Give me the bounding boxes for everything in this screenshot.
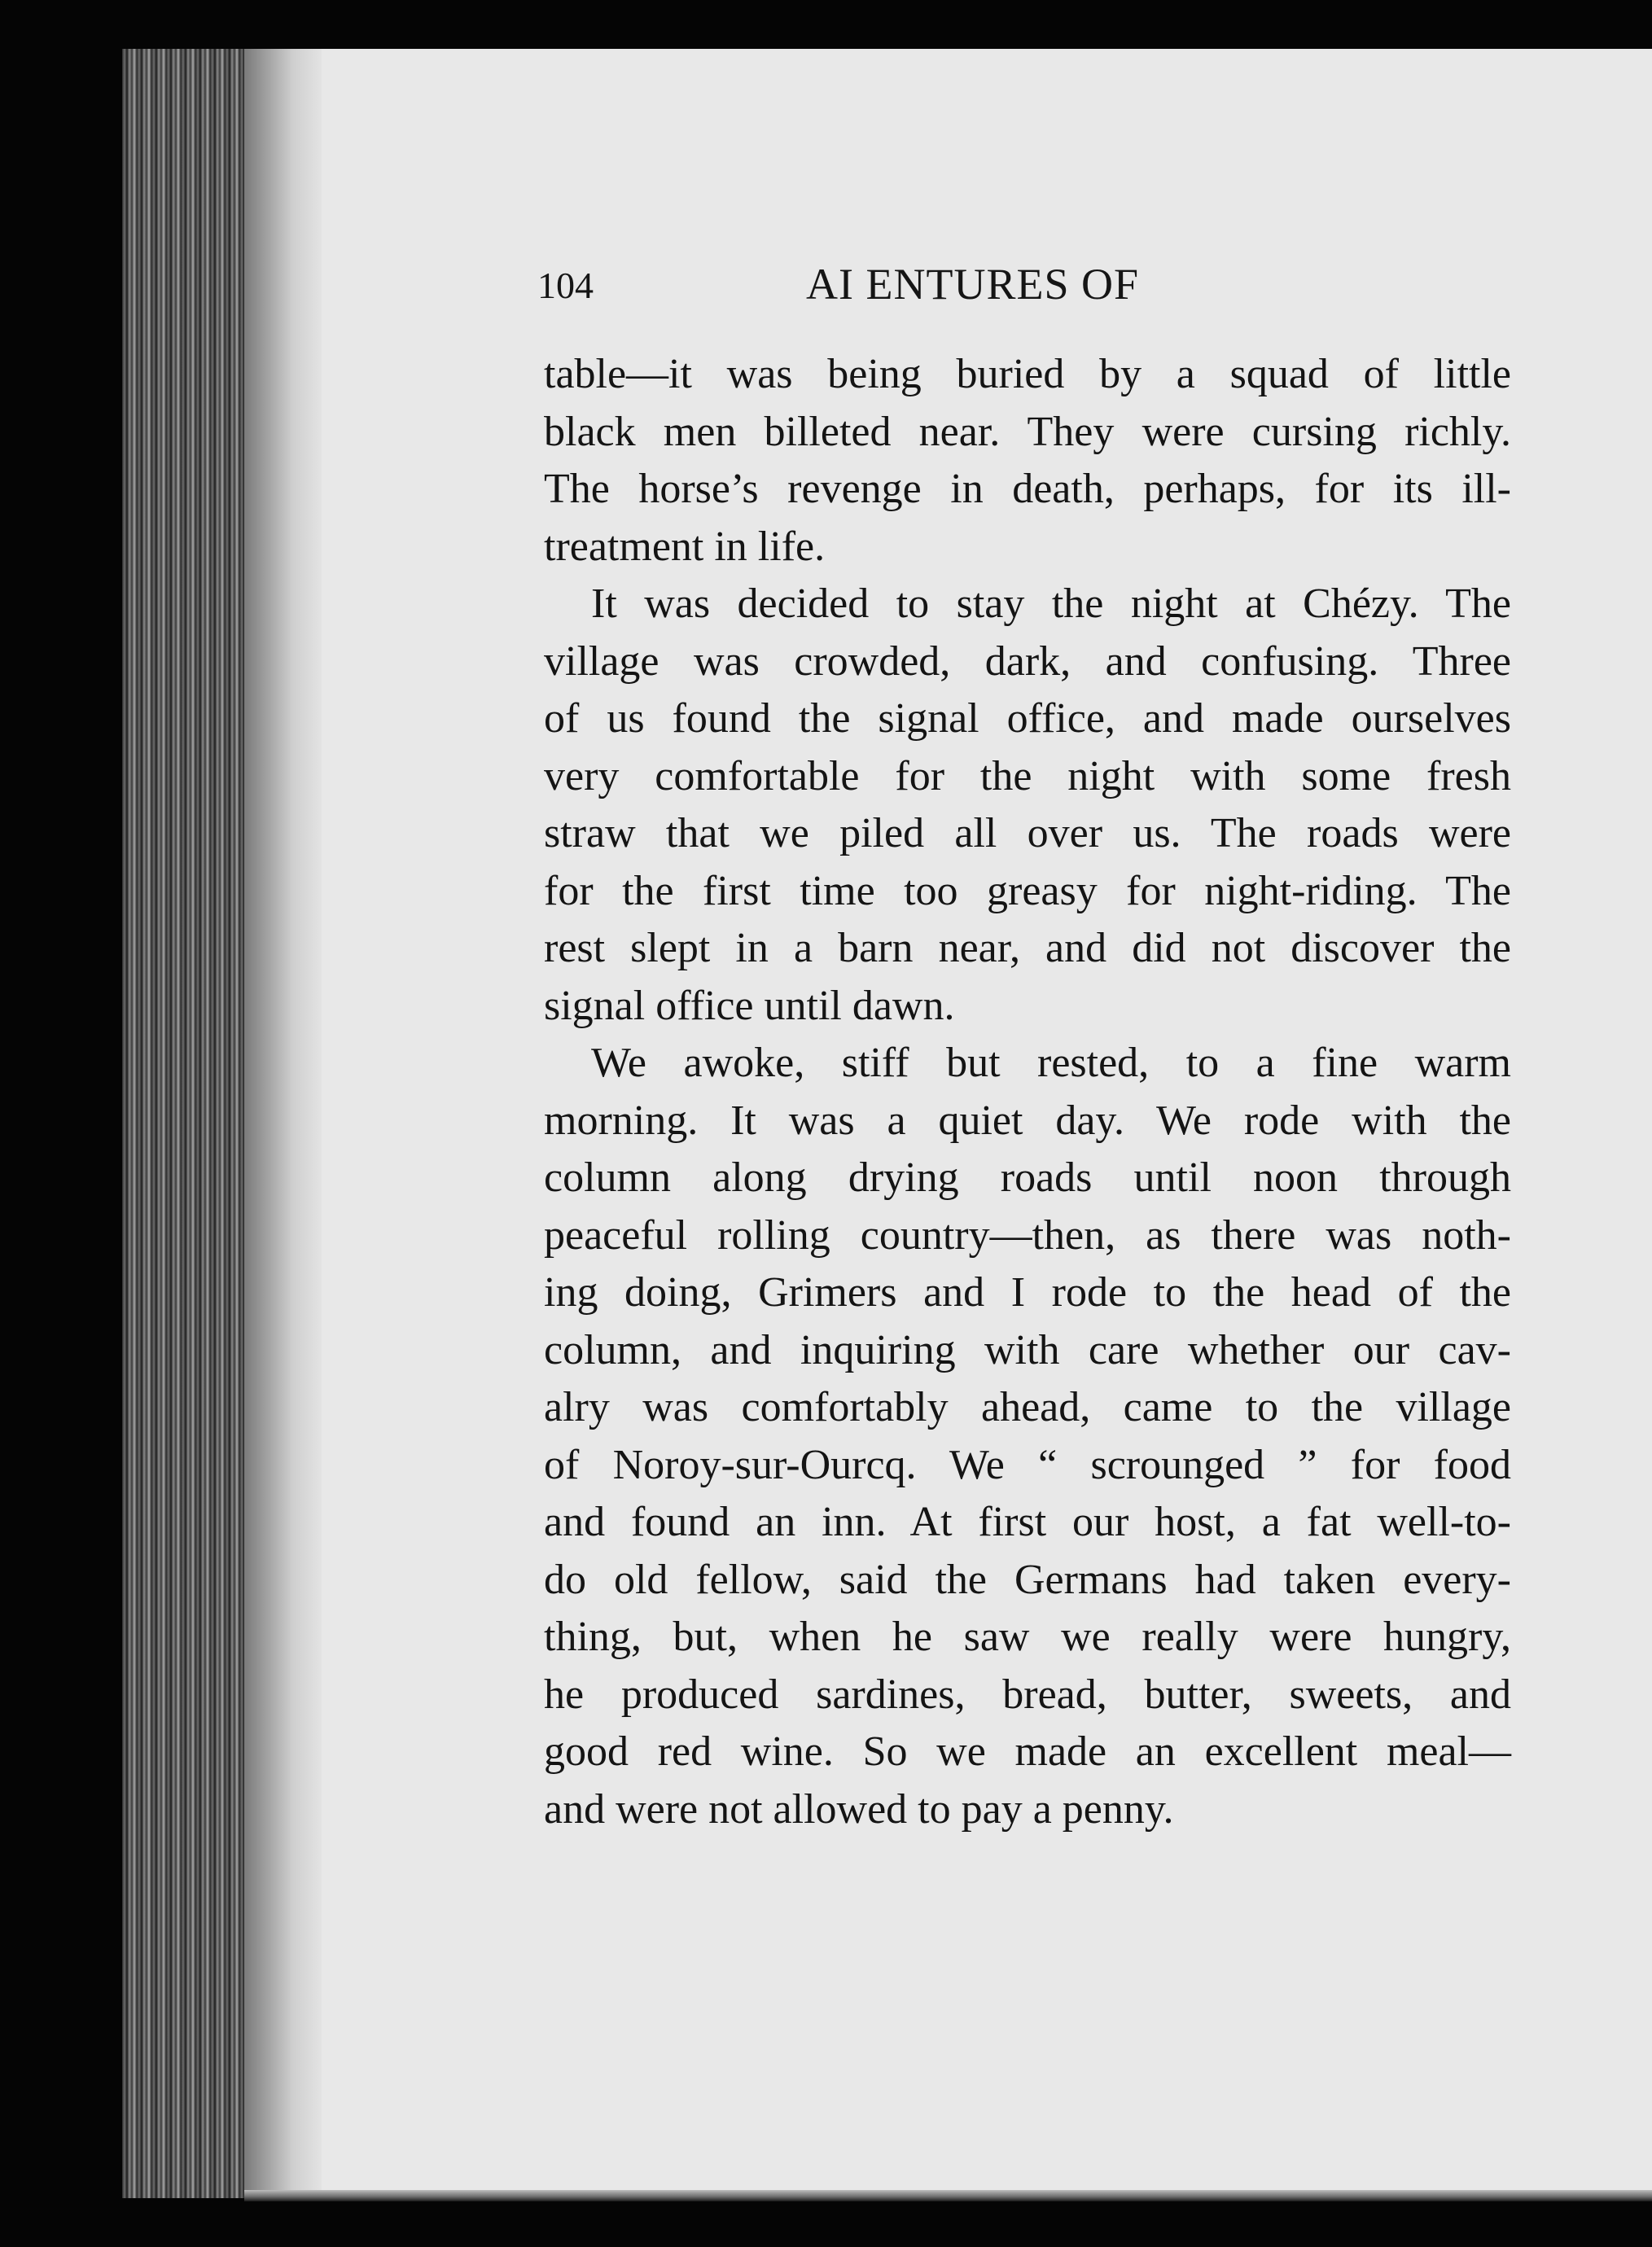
paragraph: [544, 1035, 1511, 1838]
text-line: column along drying roads until noon through: [544, 1154, 1511, 1201]
text-line: It was decided to stay the night at Chézy. The: [591, 580, 1511, 627]
text-line: thing, but, when he saw we really were hungry,: [544, 1614, 1511, 1660]
text-line: table—it was being buried by a squad of little: [544, 351, 1511, 397]
page-number: 104: [537, 265, 594, 306]
text-line: column, and inquiring with care whether our cav-: [544, 1326, 1511, 1373]
text-line: treatment in life.: [544, 523, 826, 570]
text-line: he produced sardines, bread, butter, sweets, and: [544, 1671, 1511, 1718]
text-line: good red wine. So we made an excellent meal—: [544, 1728, 1511, 1775]
text-line: straw that we piled all over us. The roads were: [544, 810, 1511, 856]
text-line: of us found the signal office, and made ourselves: [544, 695, 1511, 742]
text-line: ing doing, Grimers and I rode to the head of the: [544, 1269, 1511, 1316]
page-bottom-edge: [244, 2190, 1652, 2201]
text-line: very comfortable for the night with some fresh: [544, 752, 1511, 799]
text-line: rest slept in a barn near, and did not discover the: [544, 925, 1511, 971]
text-line: village was crowded, dark, and confusing. Three: [544, 637, 1511, 685]
text-line: morning. It was a quiet day. We rode with the: [544, 1097, 1511, 1144]
page-block-edges-highlight: [244, 49, 326, 2198]
page-header: [537, 259, 1523, 308]
text-line: The horse’s revenge in death, perhaps, for its ill-: [544, 466, 1511, 512]
text-line: of Noroy-sur-Ourcq. We “ scrounged ” for food: [544, 1441, 1511, 1488]
running-head: AI ENTURES OF: [806, 260, 1140, 309]
text-line: do old fellow, said the Germans had taken every-: [544, 1556, 1511, 1603]
text-line: black men billeted near. They were cursing richly.: [544, 408, 1511, 455]
paragraph: [544, 576, 1511, 1035]
text-line: and found an inn. At first our host, a fat well-to-: [544, 1499, 1511, 1545]
text-line: alry was comfortably ahead, came to the village: [544, 1384, 1511, 1430]
text-line: peaceful rolling country—then, as there was noth-: [544, 1211, 1511, 1259]
paragraph: [544, 346, 1511, 576]
text-line: for the first time too greasy for night-riding. The: [544, 867, 1511, 914]
text-line: We awoke, stiff but rested, to a fine warm: [591, 1040, 1511, 1086]
text-line: signal office until dawn.: [544, 982, 955, 1029]
text-line: and were not allowed to pay a penny.: [544, 1785, 1174, 1833]
body-text: [544, 346, 1511, 1838]
